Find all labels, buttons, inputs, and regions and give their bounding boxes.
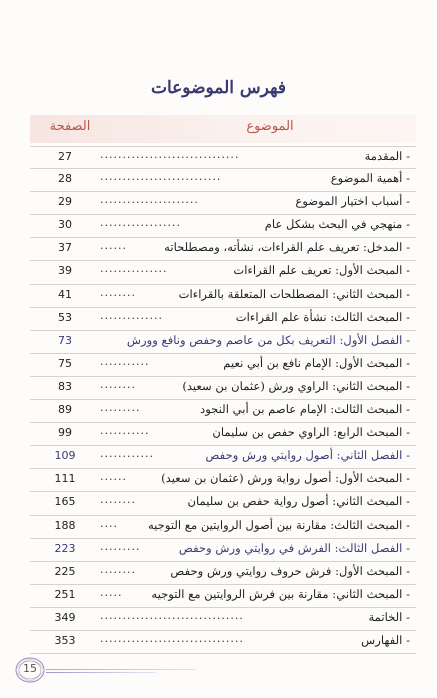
header-topic: الموضوع <box>246 119 294 134</box>
toc-leader-dots: ......... <box>100 401 141 415</box>
toc-page-number: 30 <box>58 218 72 232</box>
footer-rule <box>46 669 196 670</box>
toc-page-number: 29 <box>58 195 72 209</box>
toc-topic: - المبحث الثاني: مقارنة بين فرش الروايتين مع التوجيه <box>151 586 410 601</box>
toc-leader-dots: ........ <box>100 377 136 391</box>
toc-leader-dots: ..... <box>100 585 123 599</box>
toc-topic: - الخاتمة <box>368 609 410 624</box>
toc-row <box>30 423 416 446</box>
toc-leader-dots: ........... <box>100 424 150 438</box>
toc-row <box>30 585 416 608</box>
toc-page-number: 349 <box>54 610 76 624</box>
toc-leader-dots: ............................... <box>100 148 240 161</box>
toc-topic: - الفصل الثالث: الفرش في روايتي ورش وحفص <box>178 540 410 555</box>
toc-row <box>30 562 416 585</box>
toc-topic: - المبحث الثاني: المصطلحات المتعلقة بالقراءات <box>178 286 410 301</box>
page-number: 15 <box>23 662 37 675</box>
page-title: فهرس الموضوعات <box>150 78 287 98</box>
toc-leader-dots: ...... <box>100 239 127 253</box>
toc-table <box>30 146 416 654</box>
toc-page-number: 109 <box>54 449 76 463</box>
toc-page-number: 37 <box>58 241 72 255</box>
toc-topic: - المبحث الأول: أصول رواية ورش (عثمان بن سعيد) <box>161 471 410 486</box>
toc-chapter-row <box>30 539 416 562</box>
toc-leader-dots: ........... <box>100 354 150 368</box>
toc-page-number: 188 <box>54 518 76 532</box>
toc-leader-dots: ...... <box>100 470 127 484</box>
toc-topic: - منهجي في البحث بشكل عام <box>264 217 410 232</box>
toc-page-number: 39 <box>58 264 72 278</box>
toc-row <box>30 308 416 331</box>
toc-topic: - المبحث الثالث: الإمام عاصم بن أبي النجود <box>200 402 410 417</box>
toc-leader-dots: ........ <box>100 285 136 299</box>
toc-page-number: 99 <box>58 426 72 440</box>
toc-page-number: 73 <box>58 333 72 347</box>
toc-row <box>30 146 416 169</box>
toc-page-number: 111 <box>54 472 76 486</box>
footer-rule-secondary <box>46 672 156 673</box>
toc-chapter-row <box>30 446 416 469</box>
toc-leader-dots: .................. <box>100 216 181 230</box>
toc-leader-dots: ............... <box>100 262 168 276</box>
toc-leader-dots: ...................... <box>100 193 199 207</box>
toc-row <box>30 516 416 539</box>
toc-topic: - المبحث الثاني: الراوي ورش (عثمان بن سعيد) <box>182 378 410 393</box>
toc-row <box>30 192 416 215</box>
toc-page-number: 225 <box>54 564 76 578</box>
toc-chapter-row <box>30 331 416 354</box>
toc-page-number: 165 <box>54 495 76 509</box>
toc-topic: - المدخل: تعريف علم القراءات، نشأته، ومصطلحاته <box>164 240 410 255</box>
toc-page-number: 41 <box>58 287 72 301</box>
toc-row <box>30 631 416 654</box>
toc-topic: - أهمية الموضوع <box>330 171 410 186</box>
toc-row <box>30 492 416 515</box>
toc-leader-dots: ........ <box>100 562 136 576</box>
toc-page-number: 28 <box>58 172 72 186</box>
toc-topic: - المبحث الثالث: مقارنة بين أصول الروايتين مع التوجيه <box>147 517 410 532</box>
toc-row <box>30 469 416 492</box>
toc-row <box>30 215 416 238</box>
toc-page-number: 251 <box>54 587 76 601</box>
toc-page-number: 223 <box>54 541 76 555</box>
toc-topic: - الفصل الأول: التعريف بكل من عاصم وحفص ونافع وورش <box>126 332 410 347</box>
toc-leader-dots: .............. <box>100 308 163 322</box>
toc-topic: - المقدمة <box>364 149 410 163</box>
toc-row <box>30 238 416 261</box>
toc-topic: - المبحث الثاني: أصول رواية حفص بن سليمان <box>187 494 410 509</box>
toc-row <box>30 377 416 400</box>
toc-page-number: 83 <box>58 379 72 393</box>
toc-topic: - المبحث الأول: الإمام نافع بن أبي نعيم <box>223 355 410 370</box>
toc-leader-dots: ................................ <box>100 631 244 645</box>
toc-row <box>30 285 416 308</box>
toc-leader-dots: ........ <box>100 493 136 507</box>
toc-topic: - الفصل الثاني: أصول روايتي ورش وحفص <box>205 448 410 463</box>
toc-topic: - المبحث الأول: فرش حروف روايتي ورش وحفص <box>170 563 410 578</box>
header-page: الصفحة <box>49 119 91 134</box>
toc-page-number: 27 <box>58 150 72 163</box>
toc-leader-dots: ........................... <box>100 170 222 184</box>
toc-row <box>30 169 416 192</box>
toc-page-number: 53 <box>58 310 72 324</box>
toc-row <box>30 354 416 377</box>
toc-leader-dots: ............ <box>100 447 154 461</box>
toc-leader-dots: ................................ <box>100 608 244 622</box>
toc-page-number: 353 <box>54 633 76 647</box>
toc-page-number: 89 <box>58 403 72 417</box>
toc-leader-dots: .... <box>100 516 118 530</box>
toc-row <box>30 261 416 284</box>
toc-page-number: 75 <box>58 356 72 370</box>
toc-topic: - أسباب اختيار الموضوع <box>295 194 410 209</box>
toc-leader-dots: ......... <box>100 539 141 553</box>
toc-row <box>30 608 416 631</box>
toc-row <box>30 400 416 423</box>
toc-topic: - المبحث الأول: تعريف علم القراءات <box>233 263 410 278</box>
toc-topic: - المبحث الثالث: نشأة علم القراءات <box>235 309 410 324</box>
toc-topic: - المبحث الرابع: الراوي حفص بن سليمان <box>212 425 410 440</box>
toc-topic: - الفهارس <box>361 632 410 647</box>
